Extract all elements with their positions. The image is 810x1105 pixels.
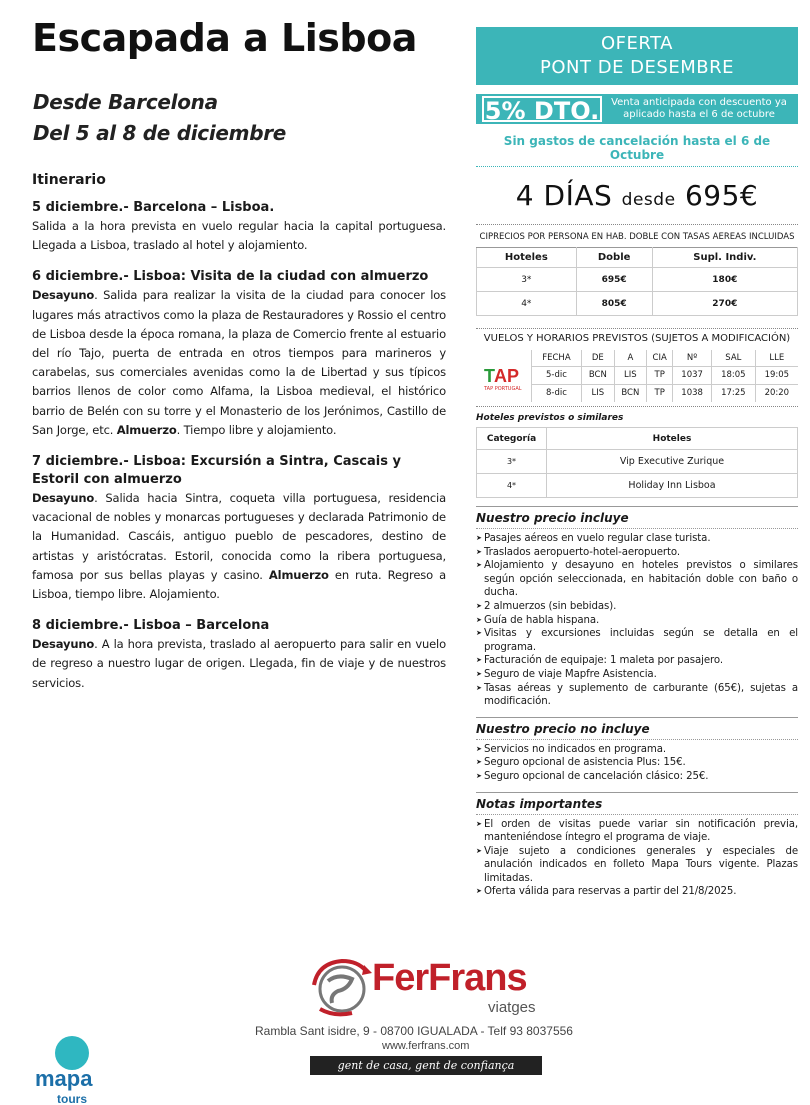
list-item: ➤ El orden de visitas puede variar sin notificación previa, manteniéndose íntegro el programa de viaje.	[476, 818, 798, 845]
includes-section	[476, 506, 798, 709]
flight-number: 1037	[673, 366, 712, 384]
flights-section	[476, 350, 798, 407]
agency-address: Rambla Sant isidre, 9 - 08700 IGUALADA - Telf 93 8037556	[255, 1024, 573, 1038]
globe-icon	[308, 955, 378, 1019]
column-header: LLE	[755, 350, 798, 366]
list-item: ➤ Seguro opcional de asistencia Plus: 15€.	[476, 756, 798, 770]
table-row	[531, 384, 798, 402]
prices-table	[476, 247, 798, 316]
mapa-dot-icon	[55, 1036, 89, 1070]
day-title: 5 diciembre.- Barcelona – Lisboa.	[32, 200, 275, 215]
flight-from: BCN	[582, 366, 615, 384]
offer-sidebar	[476, 27, 798, 899]
table-row	[477, 268, 798, 292]
agency-slogan: gent de casa, gent de confiança	[310, 1056, 542, 1075]
discount-text: Venta anticipada con descuento ya aplicado hasta el 6 de octubre	[611, 97, 787, 120]
offer-label: OFERTA	[600, 33, 673, 54]
cancellation-note: Sin gastos de cancelación hasta el 6 de Octubre	[476, 134, 798, 167]
list-item: ➤ Facturación de equipaje: 1 maleta por pasajero.	[476, 654, 798, 668]
ferfrans-brand: FerFrans	[372, 957, 527, 999]
hotel-category: 4*	[477, 292, 577, 316]
mapa-tagline: tours	[57, 1092, 87, 1105]
hotels-table	[476, 427, 798, 498]
excludes-list	[476, 743, 798, 784]
discount-banner	[476, 94, 798, 124]
list-item: ➤ Oferta válida para reservas a partir del 21/8/2025.	[476, 885, 798, 899]
hotel-category: 4*	[477, 474, 547, 498]
hotel-name: Vip Executive Zurique	[547, 450, 798, 474]
table-header-row	[477, 248, 798, 268]
page-title: Escapada a Lisboa	[32, 16, 417, 60]
single-supplement: 270€	[652, 292, 797, 316]
offer-event: PONT DE DESEMBRE	[540, 57, 734, 78]
column-header: Supl. Indiv.	[652, 248, 797, 268]
column-header: Nº	[673, 350, 712, 366]
offer-banner	[476, 27, 798, 85]
list-item: ➤ Visitas y excursiones incluidas según se detalla en el programa.	[476, 627, 798, 654]
double-price: 805€	[576, 292, 652, 316]
itinerary-day	[32, 268, 446, 440]
flight-to: BCN	[614, 384, 647, 402]
includes-title: Nuestro precio incluye	[476, 511, 798, 529]
flight-from: LIS	[582, 384, 615, 402]
hotel-name: Holiday Inn Lisboa	[547, 474, 798, 498]
single-supplement: 180€	[652, 268, 797, 292]
tap-logo-caption: TAP PORTUGAL	[484, 386, 522, 392]
column-header: Doble	[576, 248, 652, 268]
travel-dates: Del 5 al 8 de diciembre	[33, 121, 287, 145]
table-row	[477, 450, 798, 474]
itinerary	[32, 172, 446, 706]
day-title: 8 diciembre.- Lisboa – Barcelona	[32, 618, 270, 634]
trip-duration: 4 DÍAS	[515, 179, 613, 212]
list-item: ➤ Pasajes aéreos en vuelo regular clase turista.	[476, 532, 798, 546]
excludes-section	[476, 717, 798, 784]
ferfrans-tagline: viatges	[488, 999, 536, 1016]
flight-date: 5-dic	[531, 366, 581, 384]
tap-airline-logo	[476, 350, 531, 402]
table-header-row	[531, 350, 798, 366]
flight-to: LIS	[614, 366, 647, 384]
svg-text:T: T	[484, 366, 495, 384]
tap-logo-icon	[484, 366, 526, 384]
list-item: ➤ Guía de habla hispana.	[476, 614, 798, 628]
itinerary-heading: Itinerario	[32, 172, 106, 188]
itinerary-day	[32, 617, 446, 693]
excludes-title: Nuestro precio no incluye	[476, 722, 798, 740]
agency-website[interactable]: www.ferfrans.com	[382, 1040, 470, 1052]
discount-percent: 5% DTO.	[482, 96, 602, 122]
flight-airline: TP	[647, 384, 673, 402]
column-header: Categoría	[477, 428, 547, 450]
list-item: ➤ Seguro opcional de cancelación clásico: 25€.	[476, 770, 798, 784]
flight-arrival: 19:05	[755, 366, 798, 384]
mapa-tours-logo	[35, 1036, 115, 1105]
list-item: ➤ Seguro de viaje Mapfre Asistencia.	[476, 668, 798, 682]
prices-heading: CIPRECIOS POR PERSONA EN HAB. DOBLE CON TASAS AEREAS INCLUIDAS	[479, 232, 795, 242]
column-header: CIA	[647, 350, 673, 366]
list-item: ➤ 2 almuerzos (sin bebidas).	[476, 600, 798, 614]
list-item: ➤ Servicios no indicados en programa.	[476, 743, 798, 757]
flight-number: 1038	[673, 384, 712, 402]
mapa-brand: mapa	[35, 1066, 93, 1091]
hotel-category: 3*	[477, 268, 577, 292]
departure-city: Desde Barcelona	[33, 90, 218, 114]
list-item: ➤ Traslados aeropuerto-hotel-aeropuerto.	[476, 546, 798, 560]
day-title: 7 diciembre.- Lisboa: Excursión a Sintra, Cascais y Estoril con almuerzo	[32, 454, 401, 488]
day-description: Desayuno. Salida hacia Sintra, coqueta villa portuguesa, residencia vacacional de nobles y monarcas portugueses y declarada Patrimonio de la Humanidad. Cascáis, antiguo pueblo de pescadores, destino de artistas y aristócratas. Estoril, conocida como la ribera portuguesa, famosa por sus bellas playas y casino. Almuerzo en ruta. Regreso a Lisboa, tiempo libre. Alojamiento.	[32, 491, 446, 602]
itinerary-day	[32, 199, 446, 255]
table-header-row	[477, 428, 798, 450]
includes-list	[476, 532, 798, 709]
day-title: 6 diciembre.- Lisboa: Visita de la ciudad con almuerzo	[32, 269, 429, 285]
flight-arrival: 20:20	[755, 384, 798, 402]
day-description: Salida a la hora prevista en vuelo regular hacia la capital portuguesa. Llegada a Lisboa, traslado al hotel y alojamiento.	[32, 219, 446, 253]
hotel-category: 3*	[477, 450, 547, 474]
notes-section	[476, 792, 798, 900]
flights-table	[531, 350, 798, 402]
column-header: Hoteles	[547, 428, 798, 450]
flight-departure: 18:05	[712, 366, 756, 384]
column-header: SAL	[712, 350, 756, 366]
notes-title: Notas importantes	[476, 797, 798, 815]
price-from-label: desde	[621, 190, 676, 210]
double-price: 695€	[576, 268, 652, 292]
list-item: ➤ Viaje sujeto a condiciones generales y especiales de anulación indicados en folleto Mapa Tours vigente. Plazas limitadas.	[476, 845, 798, 886]
column-header: DE	[582, 350, 615, 366]
column-header: A	[614, 350, 647, 366]
flight-airline: TP	[647, 366, 673, 384]
notes-list	[476, 818, 798, 900]
column-header: FECHA	[531, 350, 581, 366]
flight-date: 8-dic	[531, 384, 581, 402]
svg-text:AP: AP	[494, 366, 520, 384]
table-row	[477, 292, 798, 316]
column-header: Hoteles	[477, 248, 577, 268]
itinerary-day	[32, 453, 446, 604]
hotels-note: Hoteles previstos o similares	[476, 413, 624, 423]
flights-heading: VUELOS Y HORARIOS PREVISTOS (SUJETOS A MODIFICACIÓN)	[476, 328, 798, 348]
table-row	[531, 366, 798, 384]
flight-departure: 17:25	[712, 384, 756, 402]
day-description: Desayuno. A la hora prevista, traslado al aeropuerto para salir en vuelo de regreso a nuestro lugar de origen. Llegada, fin de viaje y de nuestros servicios.	[32, 637, 446, 690]
list-item: ➤ Alojamiento y desayuno en hoteles previstos o similares según opción seleccionada, en habitación doble con baño o ducha.	[476, 559, 798, 600]
price-from-value: 695€	[684, 179, 759, 212]
price-headline	[476, 179, 798, 225]
table-row	[477, 474, 798, 498]
ferfrans-logo	[308, 955, 558, 1025]
day-description: Desayuno. Salida para realizar la visita de la ciudad para conocer los lugares más atractivos como la plaza de Restauradores y Rossio el centro de Lisboa desde la época romana, la plaza de Comercio frente al estuario del río Tajo, puerta de entrada en otros tiempos para marineros y carabelas, sus comerciales avenidas como la de Libertad y sus típicos barrios llenos de color como Alfama, la Lisboa medieval, el histórico barrio de Belén con su torre y el Monasterio de los Jerónimos, Castillo de San Jorge, etc. Almuerzo. Tiempo libre y alojamiento.	[32, 288, 446, 437]
list-item: ➤ Tasas aéreas y suplemento de carburante (65€), sujetas a modificación.	[476, 682, 798, 709]
